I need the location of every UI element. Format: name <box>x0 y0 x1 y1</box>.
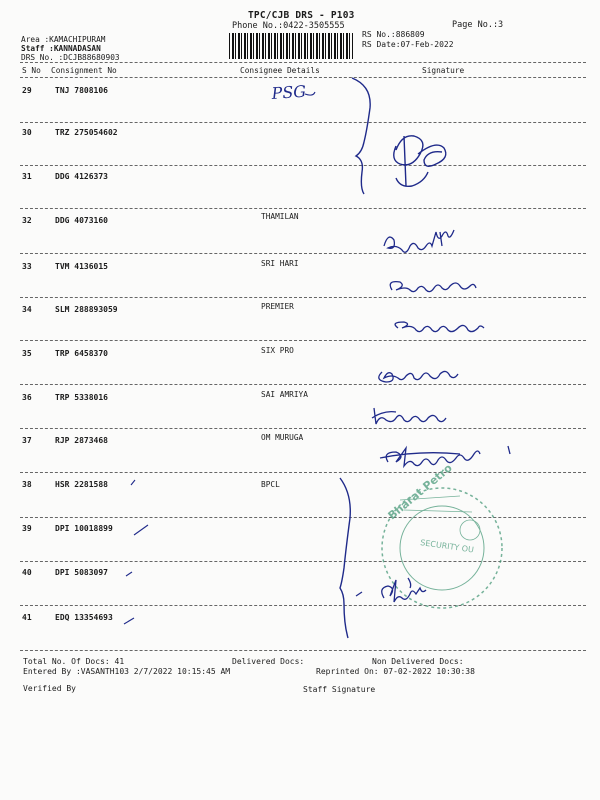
row-sno: 30 <box>22 128 32 137</box>
row-sno: 36 <box>22 393 32 402</box>
phone-number: Phone No.:0422-3505555 <box>232 21 345 31</box>
row-consignee: BPCL <box>261 480 280 489</box>
row-consignee: OM MURUGA <box>261 433 304 442</box>
column-header-consignee: Consignee Details <box>240 66 320 75</box>
row-sno: 33 <box>22 262 32 271</box>
row-sno: 41 <box>22 613 32 622</box>
drs-number: DRS No. :DCJB88680903 <box>21 53 120 62</box>
row-consignment: SLM 288893059 <box>55 305 118 314</box>
svg-text:SECURITY OU: SECURITY OU <box>419 538 475 555</box>
tick-mark-icon <box>134 525 148 535</box>
row-consignment: TNJ 7808106 <box>55 86 108 95</box>
column-header-sno: S No <box>22 66 41 75</box>
svg-text:Bharat Petro: Bharat Petro <box>385 461 455 523</box>
row-consignment: HSR 2281588 <box>55 480 108 489</box>
total-docs: Total No. Of Docs: 41 <box>23 657 125 666</box>
signature-sai-amriya-icon <box>372 408 446 424</box>
row-consignee: THAMILAN <box>261 212 299 221</box>
row-consignment: RJP 2873468 <box>55 436 108 445</box>
row-consignment: TRZ 275054602 <box>55 128 118 137</box>
reprinted-on: Reprinted On: 07-02-2022 10:30:38 <box>316 667 475 676</box>
staff-signature: Staff Signature <box>303 685 376 694</box>
page-number: Page No.:3 <box>452 20 504 30</box>
column-header-consignment: Consignment No <box>51 66 117 75</box>
document-title: TPC/CJB DRS - P103 <box>248 10 355 21</box>
row-consignee: SAI AMRIYA <box>261 390 308 399</box>
row-consignee: PREMIER <box>261 302 294 311</box>
rs-date: RS Date:07-Feb-2022 <box>362 40 454 49</box>
psg-handwritten-note: PSG <box>270 81 307 103</box>
signature-thamilan-icon <box>384 230 454 252</box>
signature-sri-hari-icon <box>390 282 476 292</box>
signature-premier-icon <box>395 322 484 332</box>
row-consignment: DPI 10018899 <box>55 524 113 533</box>
delivered-docs: Delivered Docs: <box>232 657 305 666</box>
signature-six-pro-icon <box>379 371 458 382</box>
entered-by: Entered By :VASANTH103 2/7/2022 10:15:45 AM <box>23 667 231 676</box>
row-sno: 37 <box>22 436 32 445</box>
row-consignee: SIX PRO <box>261 346 294 355</box>
area-label: Area :KAMACHIPURAM <box>21 35 106 44</box>
tick-mark-icon <box>124 618 134 624</box>
tick-mark-icon <box>126 572 132 576</box>
row-sno: 32 <box>22 216 32 225</box>
signature-bpcl-icon <box>382 578 426 602</box>
staff-label: Staff :KANNADASAN <box>21 44 101 53</box>
verified-by: Verified By <box>23 684 76 693</box>
signature-psg-icon <box>394 136 446 187</box>
row-consignment: DPI 5083097 <box>55 568 108 577</box>
row-consignment: TRP 5338016 <box>55 393 108 402</box>
non-delivered-docs: Non Delivered Docs: <box>372 657 464 666</box>
tick-mark-icon <box>131 480 135 485</box>
row-consignee: SRI HARI <box>261 259 299 268</box>
row-consignment: EDQ 13354693 <box>55 613 113 622</box>
row-sno: 34 <box>22 305 32 314</box>
row-consignment: DDG 4073160 <box>55 216 108 225</box>
bracket-38-41-icon <box>340 478 350 638</box>
row-sno: 38 <box>22 480 32 489</box>
column-header-signature: Signature <box>422 66 465 75</box>
row-consignment: TRP 6458370 <box>55 349 108 358</box>
row-consignment: DDG 4126373 <box>55 172 108 181</box>
row-consignment: TVM 4136015 <box>55 262 108 271</box>
row-sno: 29 <box>22 86 32 95</box>
ink-stroke <box>305 92 315 95</box>
row-sno: 35 <box>22 349 32 358</box>
row-sno: 40 <box>22 568 32 577</box>
row-sno: 31 <box>22 172 32 181</box>
row-sno: 39 <box>22 524 32 533</box>
bracket-29-31-icon <box>352 78 370 194</box>
company-stamp-icon <box>382 461 502 608</box>
rs-number: RS No.:886809 <box>362 30 425 39</box>
